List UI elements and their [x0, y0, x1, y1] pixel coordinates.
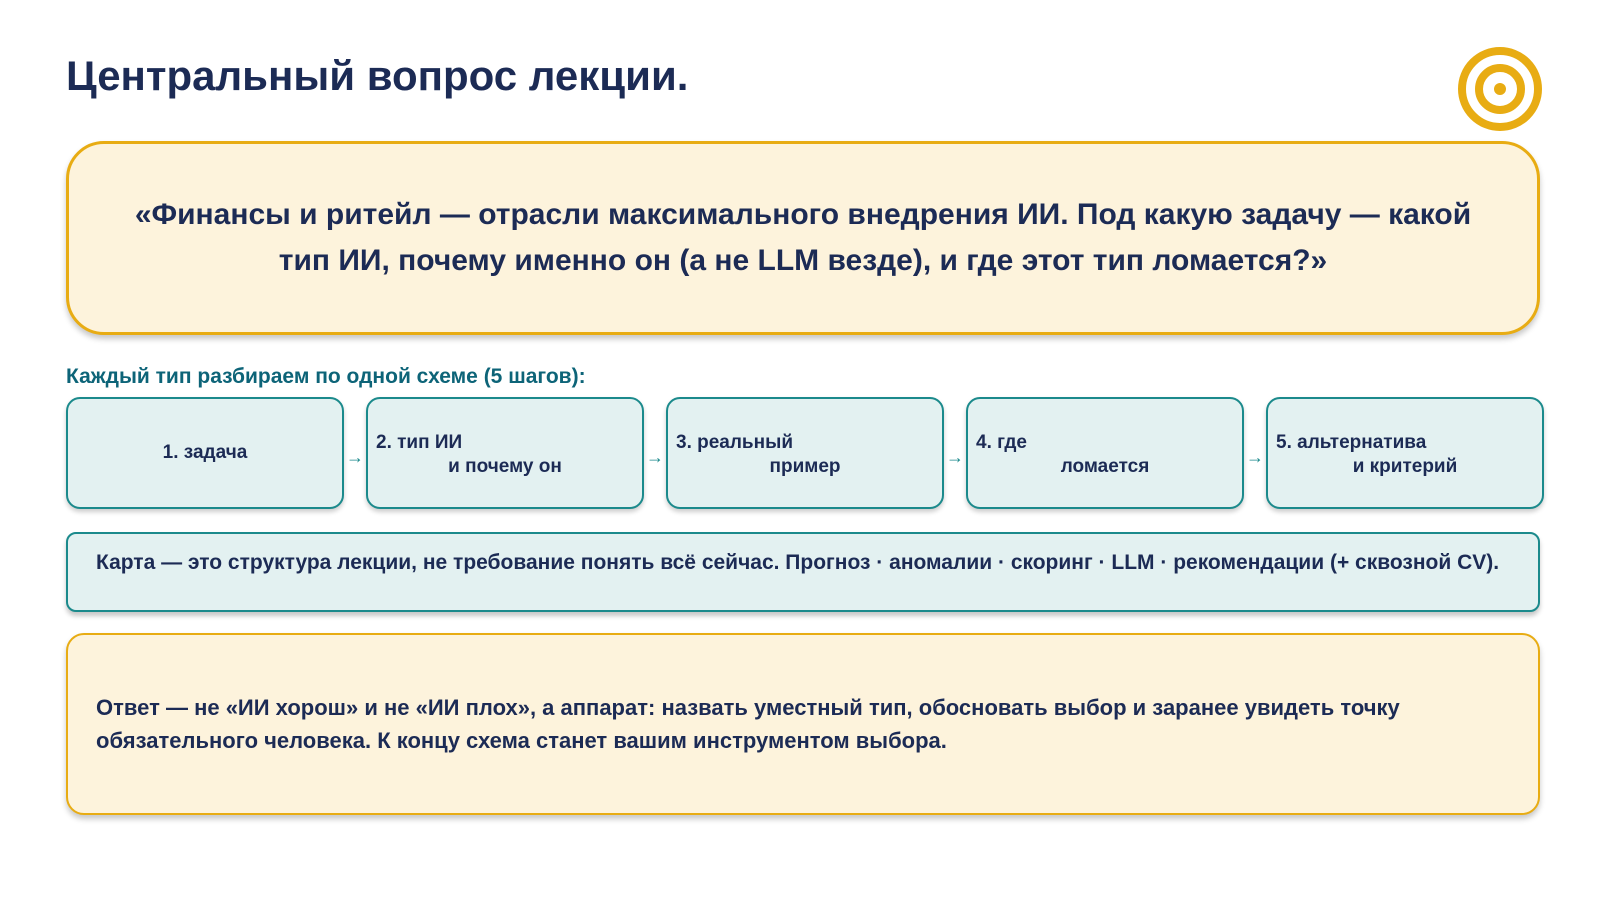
answer-box — [66, 633, 1540, 815]
steps-heading: Каждый тип разбираем по одной схеме (5 шагов): — [66, 365, 586, 388]
arrow-icon: → — [346, 447, 364, 467]
step-4-card — [966, 397, 1244, 509]
page-title: Центральный вопрос лекции. — [66, 52, 689, 99]
central-question-text: «Финансы и ритейл — отрасли максимального внедрения ИИ. Под какую задачу — какой тип ИИ, почему именно он (а не LLM везде), и где этот тип ломается?» — [134, 198, 1472, 277]
step-2-sublabel: и почему он — [448, 456, 562, 477]
step-4-sublabel: ломается — [1060, 456, 1150, 477]
lecture-map-text: Карта — это структура лекции, не требование понять всё сейчас. Прогноз · аномалии · скоринг · LLM · рекомендации (+ сквозной CV). — [96, 551, 1500, 574]
answer-text: Ответ — не «ИИ хорош» и не «ИИ плох», а аппарат: назвать уместный тип, обосновать выбор и заранее увидеть точку обязательного человека. К концу схема станет вашим инструментом выбора. — [96, 695, 1400, 753]
step-5-label: 5. альтернатива — [1276, 432, 1427, 453]
step-3-sublabel: пример — [769, 456, 841, 477]
arrow-icon: → — [946, 447, 964, 467]
step-5-sublabel: и критерий — [1352, 456, 1458, 477]
target-icon — [1455, 44, 1545, 134]
step-1-card — [66, 397, 344, 509]
target-icon-graphic — [1455, 44, 1545, 134]
central-question-box — [66, 141, 1540, 335]
step-5-card — [1266, 397, 1544, 509]
step-3-label: 3. реальный — [676, 432, 793, 453]
arrow-icon: → — [1246, 447, 1264, 467]
lecture-map-note — [66, 532, 1540, 612]
step-2-label: 2. тип ИИ — [376, 432, 463, 453]
step-4-label: 4. где — [976, 432, 1027, 453]
arrow-icon: → — [646, 447, 664, 467]
step-1-label: 1. задача — [162, 442, 248, 463]
step-2-card — [366, 397, 644, 509]
step-3-card — [666, 397, 944, 509]
